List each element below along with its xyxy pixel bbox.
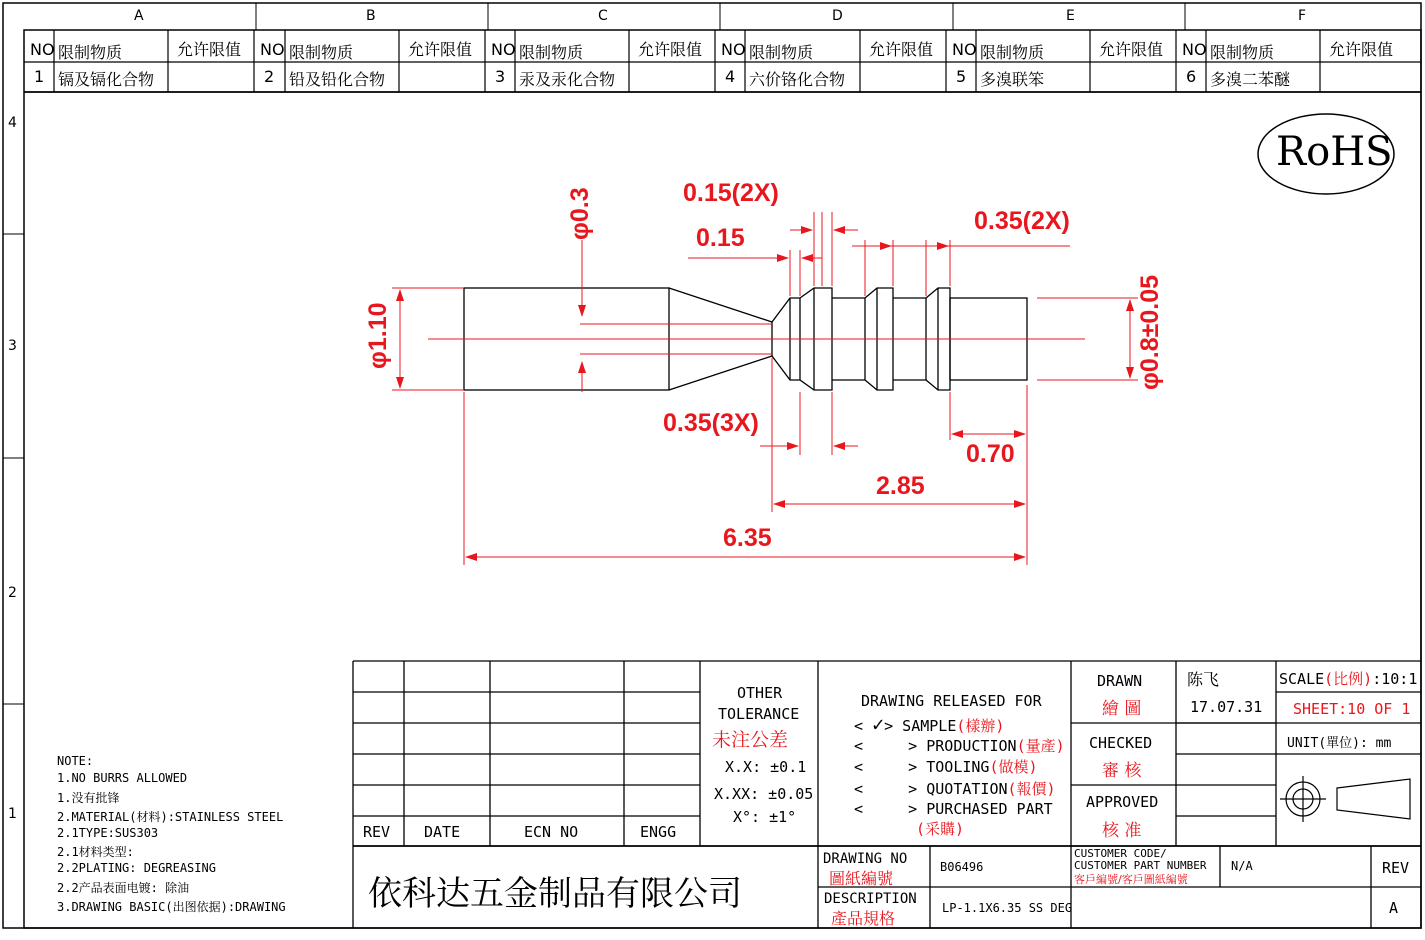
- engg-col-header: ENGG: [640, 823, 677, 841]
- rev-col-header: REV: [363, 823, 391, 841]
- note-line: 1.没有批锋: [57, 791, 120, 805]
- scale-field: SCALE(比例):10:1: [1279, 670, 1418, 688]
- rev-label: REV: [1382, 859, 1410, 877]
- zone-col-f: F: [1298, 8, 1307, 24]
- note-line: 2.2PLATING: DEGREASING: [57, 861, 216, 875]
- header-no: NO: [952, 40, 977, 59]
- description-value: LP-1.1X6.35 SS DEG: [942, 901, 1073, 915]
- release-option-sample[interactable]: < ✓> SAMPLE(樣辦): [854, 712, 1005, 736]
- header-limit: 允许限值: [177, 40, 242, 59]
- tolerance-title: OTHER: [737, 684, 783, 702]
- header-limit: 允许限值: [869, 40, 934, 59]
- header-name: 限制物质: [1210, 43, 1275, 62]
- customer-code-label: CUSTOMER CODE/: [1074, 847, 1167, 860]
- substance-no: 6: [1186, 67, 1197, 86]
- tolerance-title-cn: 未注公差: [712, 729, 789, 751]
- drawing-no-value: B06496: [940, 860, 984, 874]
- substance-name: 多溴二苯醚: [1210, 70, 1291, 89]
- dim-phi-1-10: φ1.10: [364, 302, 392, 369]
- header-name: 限制物质: [980, 43, 1045, 62]
- tolerance-title: TOLERANCE: [718, 705, 800, 723]
- header-limit: 允许限值: [638, 40, 703, 59]
- note-line: 2.1TYPE:SUS303: [57, 826, 159, 840]
- zone-col-b: B: [366, 8, 376, 24]
- release-title: DRAWING RELEASED FOR: [861, 692, 1042, 710]
- release-option-purchased[interactable]: < > PURCHASED PART: [854, 800, 1053, 818]
- zone-col-e: E: [1066, 8, 1075, 24]
- drawn-label-cn: 繪 圖: [1102, 699, 1142, 719]
- date-col-header: DATE: [424, 823, 461, 841]
- dim-phi-0-8: φ0.8±0.05: [1136, 274, 1164, 390]
- note-line: 2.1材料类型:: [57, 845, 134, 859]
- note-line: 2.2产品表面电镀: 除油: [57, 881, 190, 895]
- header-limit: 允许限值: [408, 40, 473, 59]
- customer-value: N/A: [1231, 859, 1253, 873]
- release-option-tooling[interactable]: < > TOOLING(做模): [854, 758, 1038, 776]
- dim-0-15-2x: 0.15(2X): [683, 179, 779, 207]
- zone-row-4: 4: [8, 115, 17, 131]
- customer-label-cn: 客戶編號/客戶圖紙編號: [1074, 873, 1188, 886]
- header-name: 限制物质: [289, 43, 354, 62]
- drawn-label: DRAWN: [1097, 672, 1143, 690]
- check-icon: ✓: [872, 712, 885, 736]
- drawn-by: 陈飞: [1187, 670, 1220, 689]
- header-no: NO: [491, 40, 516, 59]
- header-no: NO: [721, 40, 746, 59]
- rev-value: A: [1389, 899, 1399, 917]
- tolerance-xx: X.X: ±0.1: [725, 758, 807, 776]
- substance-name: 六价铬化合物: [749, 70, 846, 89]
- header-name: 限制物质: [749, 43, 814, 62]
- drawing-no-label: DRAWING NO: [823, 851, 908, 867]
- drawn-date: 17.07.31: [1190, 698, 1263, 716]
- zone-col-c: C: [598, 8, 608, 24]
- dim-phi-0-3: φ0.3: [566, 187, 594, 240]
- company-name: 依科达五金制品有限公司: [368, 874, 742, 914]
- projection-symbol: [1280, 776, 1410, 822]
- dimension-lines: [392, 212, 1138, 565]
- dim-2-85: 2.85: [876, 472, 925, 500]
- header-no: NO: [260, 40, 285, 59]
- substance-no: 3: [495, 67, 506, 86]
- dim-6-35: 6.35: [723, 524, 772, 552]
- tolerance-angle: X°: ±1°: [733, 808, 797, 826]
- sheet-field: SHEET:10 OF 1: [1293, 700, 1411, 718]
- release-option-production[interactable]: < > PRODUCTION(量產): [854, 737, 1065, 755]
- dim-0-35-2x: 0.35(2X): [974, 207, 1070, 235]
- dim-0-15: 0.15: [696, 224, 745, 252]
- drawing-no-label-cn: 圖紙編號: [829, 869, 894, 888]
- zone-row-2: 2: [8, 585, 17, 601]
- note-line: 2.MATERIAL(材料):STAINLESS STEEL: [57, 810, 284, 824]
- dim-0-35-3x: 0.35(3X): [663, 409, 759, 437]
- note-line: 1.NO BURRS ALLOWED: [57, 771, 188, 785]
- substance-name: 汞及汞化合物: [519, 70, 616, 89]
- dim-0-70: 0.70: [966, 440, 1015, 468]
- zone-col-d: D: [832, 8, 843, 24]
- substance-no: 1: [34, 67, 45, 86]
- header-limit: 允许限值: [1099, 40, 1164, 59]
- approved-label-cn: 核 准: [1102, 821, 1142, 841]
- approved-label: APPROVED: [1086, 793, 1159, 811]
- zone-row-1: 1: [8, 806, 17, 822]
- zone-row-3: 3: [8, 338, 17, 354]
- substance-name: 镉及镉化合物: [58, 70, 155, 89]
- header-limit: 允许限值: [1329, 40, 1394, 59]
- checked-label: CHECKED: [1089, 734, 1153, 752]
- description-label-cn: 產品規格: [831, 909, 896, 928]
- frame: [3, 3, 1421, 928]
- release-option-quotation[interactable]: < > QUOTATION(報價): [854, 780, 1056, 798]
- description-label: DESCRIPTION: [824, 891, 917, 907]
- header-name: 限制物质: [519, 43, 584, 62]
- release-purchased-cn: (采購): [916, 820, 965, 838]
- note-title: NOTE:: [57, 754, 94, 768]
- substance-name: 多溴联笨: [980, 70, 1045, 89]
- substance-no: 2: [264, 67, 275, 86]
- rohs-mark: RoHS: [1276, 129, 1393, 175]
- note-line: 3.DRAWING BASIC(出图依据):DRAWING: [57, 900, 286, 914]
- substance-no: 4: [725, 67, 736, 86]
- substance-no: 5: [956, 67, 967, 86]
- header-no: NO: [30, 40, 55, 59]
- unit-field: UNIT(單位): mm: [1287, 736, 1392, 751]
- substance-name: 铅及铅化合物: [289, 70, 386, 89]
- header-name: 限制物质: [58, 43, 123, 62]
- header-no: NO: [1182, 40, 1207, 59]
- tolerance-xxx: X.XX: ±0.05: [714, 785, 814, 803]
- customer-part-label: CUSTOMER PART NUMBER: [1074, 859, 1207, 872]
- ecn-col-header: ECN NO: [524, 823, 579, 841]
- zone-col-a: A: [134, 8, 144, 24]
- checked-label-cn: 審 核: [1102, 761, 1142, 781]
